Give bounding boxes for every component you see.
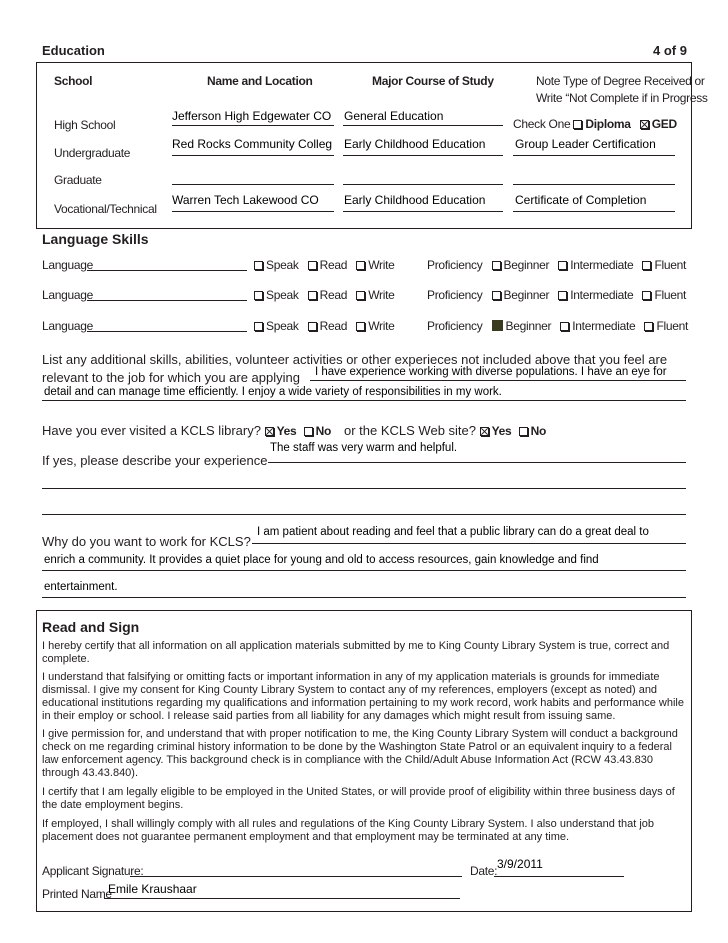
write-label: Write (368, 288, 395, 302)
falsify-paragraph: I understand that falsifying or omitting facts or important information in any of my application materials is grounds for immediate dismissal. I give my consent for King County Library System to contact any of my references, employers (except as noted) and educational institutions regarding my qualifications and information pertaining to my work record, work habits and performance while in their employ or school. I release said parties from all liability for any damages which might result from issuing same. (42, 671, 684, 722)
describe-line-3[interactable] (42, 514, 686, 515)
visited-web-question (344, 423, 546, 438)
language-2-proficiency (427, 288, 686, 302)
beginner-checkbox[interactable] (492, 291, 501, 300)
beginner-label: Beginner (505, 319, 552, 333)
col-major: Major Course of Study (372, 74, 494, 88)
intermediate-checkbox[interactable] (558, 261, 567, 270)
read-label: Read (319, 319, 348, 333)
visited-web-label: or the KCLS Web site? (344, 423, 476, 438)
high-school-name-field[interactable]: Jefferson High Edgewater CO (172, 109, 332, 123)
language-row-2 (42, 288, 93, 302)
fluent-label: Fluent (656, 319, 689, 333)
vocational-major-field[interactable]: Early Childhood Education (344, 193, 486, 207)
visited-library-no-checkbox[interactable] (304, 427, 313, 436)
undergraduate-degree-field[interactable]: Group Leader Certification (515, 137, 656, 151)
signature-field[interactable] (130, 876, 462, 877)
fluent-label: Fluent (654, 288, 687, 302)
eligibility-paragraph: I certify that I am legally eligible to be employed in the United States, or will provide proof of eligibility within three business days of the date employment begins. (42, 786, 675, 811)
proficiency-label: Proficiency (427, 288, 483, 302)
visited-web-yes-checkbox[interactable] (480, 427, 489, 436)
beginner-checkbox[interactable] (492, 261, 501, 270)
printed-name-label: Printed Name (42, 887, 112, 901)
describe-label: If yes, please describe your experience (42, 453, 268, 468)
section-title-read-sign: Read and Sign (42, 619, 140, 635)
fluent-checkbox[interactable] (642, 261, 651, 270)
intermediate-checkbox[interactable] (560, 322, 569, 331)
undergraduate-major-field[interactable]: Early Childhood Education (344, 137, 486, 151)
check-one-label: Check One (513, 117, 571, 131)
read-checkbox[interactable] (308, 261, 317, 270)
date-field[interactable]: 3/9/2011 (497, 857, 543, 871)
additional-answer-line1[interactable]: I have experience working with diverse populations. I have an eye for (315, 366, 667, 378)
fluent-checkbox[interactable] (644, 322, 653, 331)
language-3-field[interactable] (87, 331, 247, 332)
printed-name-field[interactable]: Emile Kraushaar (108, 882, 197, 896)
col-note-1: Note Type of Degree Received or (536, 74, 705, 88)
write-label: Write (368, 319, 395, 333)
diploma-checkbox[interactable] (573, 120, 582, 129)
speak-checkbox[interactable] (254, 322, 263, 331)
col-school: School (54, 74, 93, 88)
row-label-graduate: Graduate (54, 173, 102, 187)
speak-label: Speak (266, 288, 299, 302)
speak-label: Speak (266, 319, 299, 333)
read-label: Read (319, 258, 348, 272)
beginner-checkbox-filled[interactable] (492, 320, 503, 331)
date-label: Date: (470, 864, 498, 878)
yes-label: Yes (491, 424, 512, 438)
signature-label: Applicant Signature: (42, 864, 144, 878)
additional-answer-line2[interactable]: detail and can manage time efficiently. I enjoy a wide variety of responsibilities in my work. (44, 386, 502, 398)
graduate-name-field[interactable] (172, 184, 334, 185)
language-3-proficiency (427, 319, 688, 333)
speak-checkbox[interactable] (254, 261, 263, 270)
write-checkbox[interactable] (356, 261, 365, 270)
beginner-label: Beginner (503, 288, 550, 302)
describe-answer[interactable]: The staff was very warm and helpful. (270, 442, 458, 454)
visited-library-yes-checkbox[interactable] (265, 427, 274, 436)
high-school-major-field[interactable]: General Education (344, 109, 444, 123)
language-1-options (254, 258, 395, 272)
proficiency-label: Proficiency (427, 258, 483, 272)
visited-library-label: Have you ever visited a KCLS library? (42, 423, 261, 438)
language-1-field[interactable] (87, 270, 247, 271)
certify-paragraph: I hereby certify that all information on all application materials submitted by me to King County Library System is true, correct and complete. (42, 640, 670, 665)
section-title-language: Language Skills (42, 231, 149, 247)
row-label-high-school: High School (54, 118, 116, 132)
language-2-options (254, 288, 395, 302)
diploma-label: Diploma (585, 117, 631, 131)
fluent-label: Fluent (654, 258, 687, 272)
row-label-undergraduate: Undergraduate (54, 146, 131, 160)
page-number: 4 of 9 (653, 43, 687, 58)
language-label: Language (42, 319, 93, 333)
why-answer-line1[interactable]: I am patient about reading and feel that a public library can do a great deal to (257, 526, 649, 538)
read-checkbox[interactable] (308, 322, 317, 331)
additional-question-line1: List any additional skills, abilities, volunteer activities or other experieces not included above that you feel are (42, 352, 668, 367)
ged-checkbox[interactable] (640, 120, 649, 129)
intermediate-label: Intermediate (570, 258, 634, 272)
check-one-group (513, 117, 677, 131)
ged-label: GED (651, 117, 677, 131)
no-label: No (315, 424, 331, 438)
graduate-major-field[interactable] (343, 184, 503, 185)
visited-web-no-checkbox[interactable] (519, 427, 528, 436)
yes-label: Yes (276, 424, 297, 438)
vocational-degree-field[interactable]: Certificate of Completion (515, 193, 647, 207)
why-answer-line2[interactable]: enrich a community. It provides a quiet place for young and old to access resources, gain knowledge and find (44, 554, 599, 566)
additional-question-line2: relevant to the job for which you are applying (42, 370, 300, 385)
language-1-proficiency (427, 258, 686, 272)
language-2-field[interactable] (87, 300, 247, 301)
language-label: Language (42, 288, 93, 302)
col-name-location: Name and Location (207, 74, 313, 88)
beginner-label: Beginner (503, 258, 550, 272)
section-title-education: Education (42, 43, 105, 58)
language-row-3 (42, 319, 93, 333)
language-label: Language (42, 258, 93, 272)
col-note-2: Write “Not Complete if in Progress (536, 91, 708, 105)
graduate-degree-field[interactable] (513, 184, 675, 185)
vocational-name-field[interactable]: Warren Tech Lakewood CO (172, 193, 319, 207)
no-label: No (530, 424, 547, 438)
intermediate-checkbox[interactable] (558, 291, 567, 300)
intermediate-label: Intermediate (570, 288, 634, 302)
read-label: Read (319, 288, 348, 302)
rules-paragraph: If employed, I shall willingly comply with all rules and regulations of the King County Library System. I also understand that job placement does not guarantee permanent employment and that employment may be terminated at any time. (42, 818, 655, 843)
speak-checkbox[interactable] (254, 291, 263, 300)
language-3-options (254, 319, 395, 333)
intermediate-label: Intermediate (572, 319, 636, 333)
why-question: Why do you want to work for KCLS? (42, 534, 251, 549)
read-checkbox[interactable] (308, 291, 317, 300)
language-row-1 (42, 258, 93, 272)
visited-question (42, 423, 331, 438)
speak-label: Speak (266, 258, 299, 272)
write-checkbox[interactable] (356, 322, 365, 331)
write-checkbox[interactable] (356, 291, 365, 300)
write-label: Write (368, 258, 395, 272)
background-check-paragraph: I give permission for, and understand that with proper notification to me, the King County Library System will conduct a background check on me regarding criminal history information to be done by the Washington State Patrol or an equivalent inquiry to a federal law enforcement agency. This background check is in compliance with the Child/Adult Abuse Information Act (RCW 43.43.830 through 43.43.840). (42, 728, 678, 779)
fluent-checkbox[interactable] (642, 291, 651, 300)
undergraduate-name-field[interactable]: Red Rocks Community Colleg (172, 137, 333, 151)
row-label-vocational: Vocational/Technical (54, 202, 157, 216)
describe-line-2[interactable] (42, 488, 686, 489)
proficiency-label: Proficiency (427, 319, 483, 333)
why-answer-line3[interactable]: entertainment. (44, 581, 118, 593)
